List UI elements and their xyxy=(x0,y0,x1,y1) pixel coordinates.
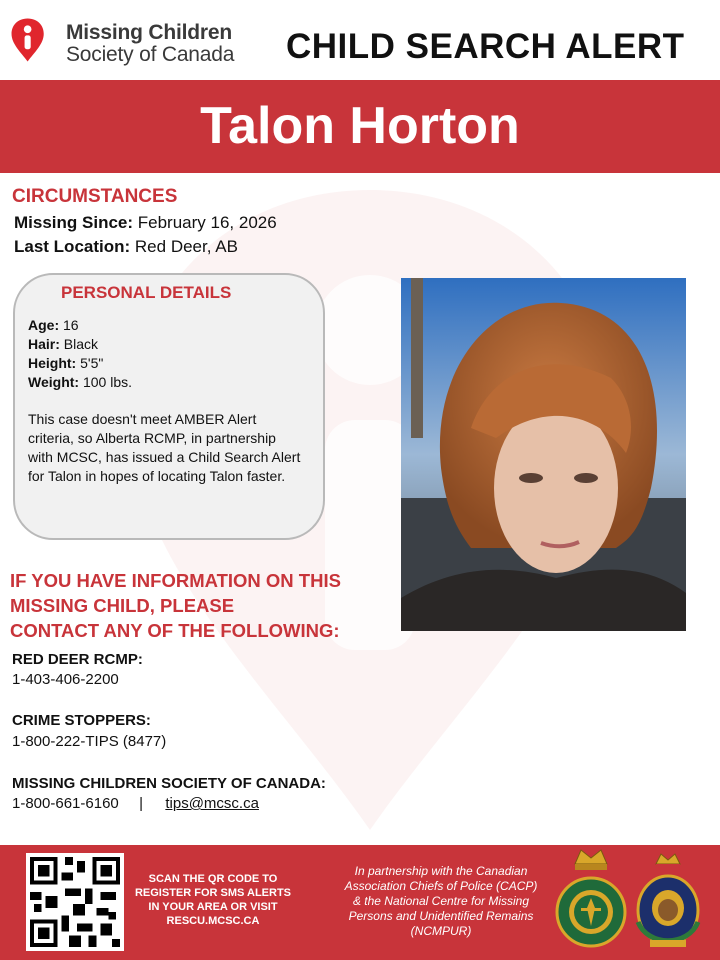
rcmp-crest-icon xyxy=(628,852,708,952)
hair-row xyxy=(28,335,132,354)
missing-since xyxy=(14,213,277,233)
contact-heading xyxy=(10,568,341,643)
scan-line3: IN YOUR AREA OR VISIT xyxy=(148,901,278,913)
org-name-line1: Missing Children xyxy=(66,21,232,44)
mcsc-phone[interactable]: 1-800-661-6160 xyxy=(12,795,119,812)
alert-title: CHILD SEARCH ALERT xyxy=(286,27,685,66)
personal-details-list xyxy=(28,316,132,392)
contact-heading-line1: IF YOU HAVE INFORMATION ON THIS xyxy=(10,570,341,591)
org-name-line2: Society of Canada xyxy=(66,43,235,66)
last-location-value: Red Deer, AB xyxy=(134,237,238,256)
age-row xyxy=(28,316,132,335)
scan-line1: SCAN THE QR CODE TO xyxy=(148,873,278,885)
partner-line5: (NCMPUR) xyxy=(410,924,472,938)
hair-label: Hair: xyxy=(28,336,60,352)
last-location-label: Last Location: xyxy=(14,237,131,256)
contact-heading-line2: MISSING CHILD, PLEASE xyxy=(10,595,235,616)
scan-line4[interactable]: RESCU.MCSC.CA xyxy=(166,915,260,927)
contact-heading-line3: CONTACT ANY OF THE FOLLOWING: xyxy=(10,620,340,641)
age-value: 16 xyxy=(63,317,79,333)
partnership-text xyxy=(334,864,548,939)
partner-line2: Association Chiefs of Police (CACP) xyxy=(344,879,538,893)
personal-details-box xyxy=(13,273,325,540)
weight-row xyxy=(28,373,132,392)
hair-value: Black xyxy=(63,336,99,352)
cacp-crest-icon xyxy=(555,846,627,954)
scan-line2: REGISTER FOR SMS ALERTS xyxy=(134,887,292,899)
height-value: 5'5" xyxy=(80,355,104,371)
last-location xyxy=(14,237,238,257)
qr-code-icon[interactable] xyxy=(26,853,124,951)
personal-details-heading: PERSONAL DETAILS xyxy=(61,283,232,302)
partner-line1: In partnership with the Canadian xyxy=(354,864,528,878)
mcsc-email-link[interactable]: tips@mcsc.ca xyxy=(165,795,259,812)
mcsc-contact-row xyxy=(12,795,259,812)
height-row xyxy=(28,354,132,373)
crime-stoppers-label: CRIME STOPPERS: xyxy=(12,712,151,729)
missing-since-value: February 16, 2026 xyxy=(137,213,277,232)
child-photo xyxy=(401,278,686,631)
age-label: Age: xyxy=(28,317,60,333)
qr-instructions xyxy=(128,872,298,928)
height-label: Height: xyxy=(28,355,77,371)
org-logo-text xyxy=(66,22,234,66)
child-name: Talon Horton xyxy=(200,97,520,155)
crime-stoppers-phone[interactable]: 1-800-222-TIPS (8477) xyxy=(12,733,167,750)
weight-value: 100 lbs. xyxy=(82,374,133,390)
missing-since-label: Missing Since: xyxy=(14,213,134,232)
mcsc-label: MISSING CHILDREN SOCIETY OF CANADA: xyxy=(12,775,326,792)
mcsc-logo-icon xyxy=(10,10,56,70)
rcmp-phone[interactable]: 1-403-406-2200 xyxy=(12,671,119,688)
weight-label: Weight: xyxy=(28,374,80,390)
partner-line4: Persons and Unidentified Remains xyxy=(348,909,534,923)
circumstances-heading: CIRCUMSTANCES xyxy=(12,186,178,207)
case-note: This case doesn't meet AMBER Alert criteria, so Alberta RCMP, in partnership with MCSC, has issued a Child Search Alert for Talon in hopes of locating Talon faster. xyxy=(28,411,301,484)
rcmp-label: RED DEER RCMP: xyxy=(12,651,143,668)
partner-line3: & the National Centre for Missing xyxy=(352,894,530,908)
contact-separator: | xyxy=(139,795,144,812)
